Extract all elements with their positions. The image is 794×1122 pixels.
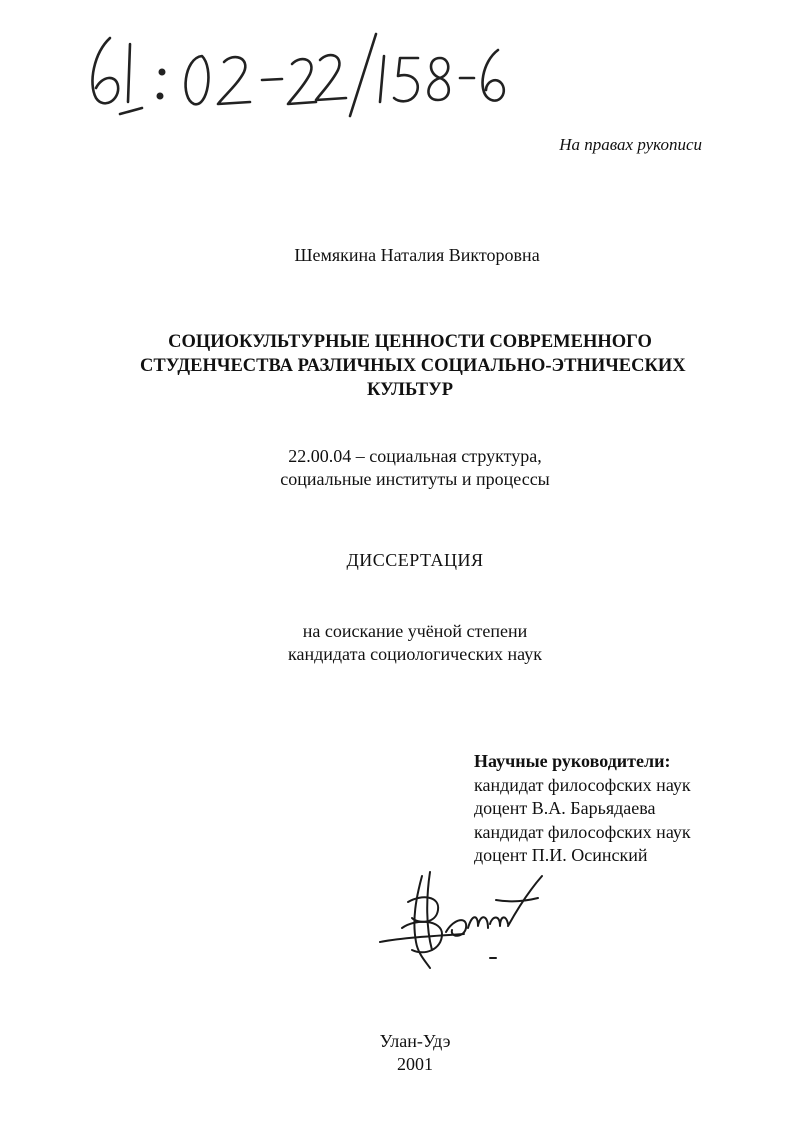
specialty-line: 22.00.04 – социальная структура, [288, 446, 542, 466]
place: Улан-Удэ [379, 1031, 451, 1051]
manuscript-note: На правах рукописи [559, 135, 702, 154]
title-line: СОЦИОКУЛЬТУРНЫЕ ЦЕННОСТИ СОВРЕМЕННОГО [168, 332, 652, 352]
supervisor-line: кандидат философских наук [474, 774, 691, 795]
degree-statement [200, 620, 630, 666]
supervisor-line: доцент В.А. Барьядаева [474, 798, 656, 818]
specialty-line: социальные институты и процессы [280, 469, 550, 489]
supervisors-block [474, 750, 691, 868]
dissertation-title [140, 330, 686, 402]
degree-line: кандидата социологических наук [288, 644, 542, 664]
supervisor-line: кандидат философских наук [474, 821, 691, 842]
handwritten-archive-code [84, 28, 514, 118]
supervisors-heading: Научные руководители: [474, 751, 671, 771]
specialty-code [200, 445, 630, 491]
year: 2001 [397, 1054, 433, 1074]
title-line: КУЛЬТУР [366, 380, 454, 400]
document-type: ДИССЕРТАЦИЯ [346, 550, 484, 570]
author-name: Шемякина Наталия Викторовна [294, 245, 540, 265]
degree-line: на соискание учёной степени [302, 621, 528, 641]
supervisor-line: доцент П.И. Осинский [474, 845, 648, 865]
title-line: СТУДЕНЧЕСТВА РАЗЛИЧНЫХ СОЦИАЛЬНО-ЭТНИЧЕСКИХ [140, 356, 686, 376]
signature [372, 858, 552, 978]
place-and-year [300, 1030, 530, 1076]
